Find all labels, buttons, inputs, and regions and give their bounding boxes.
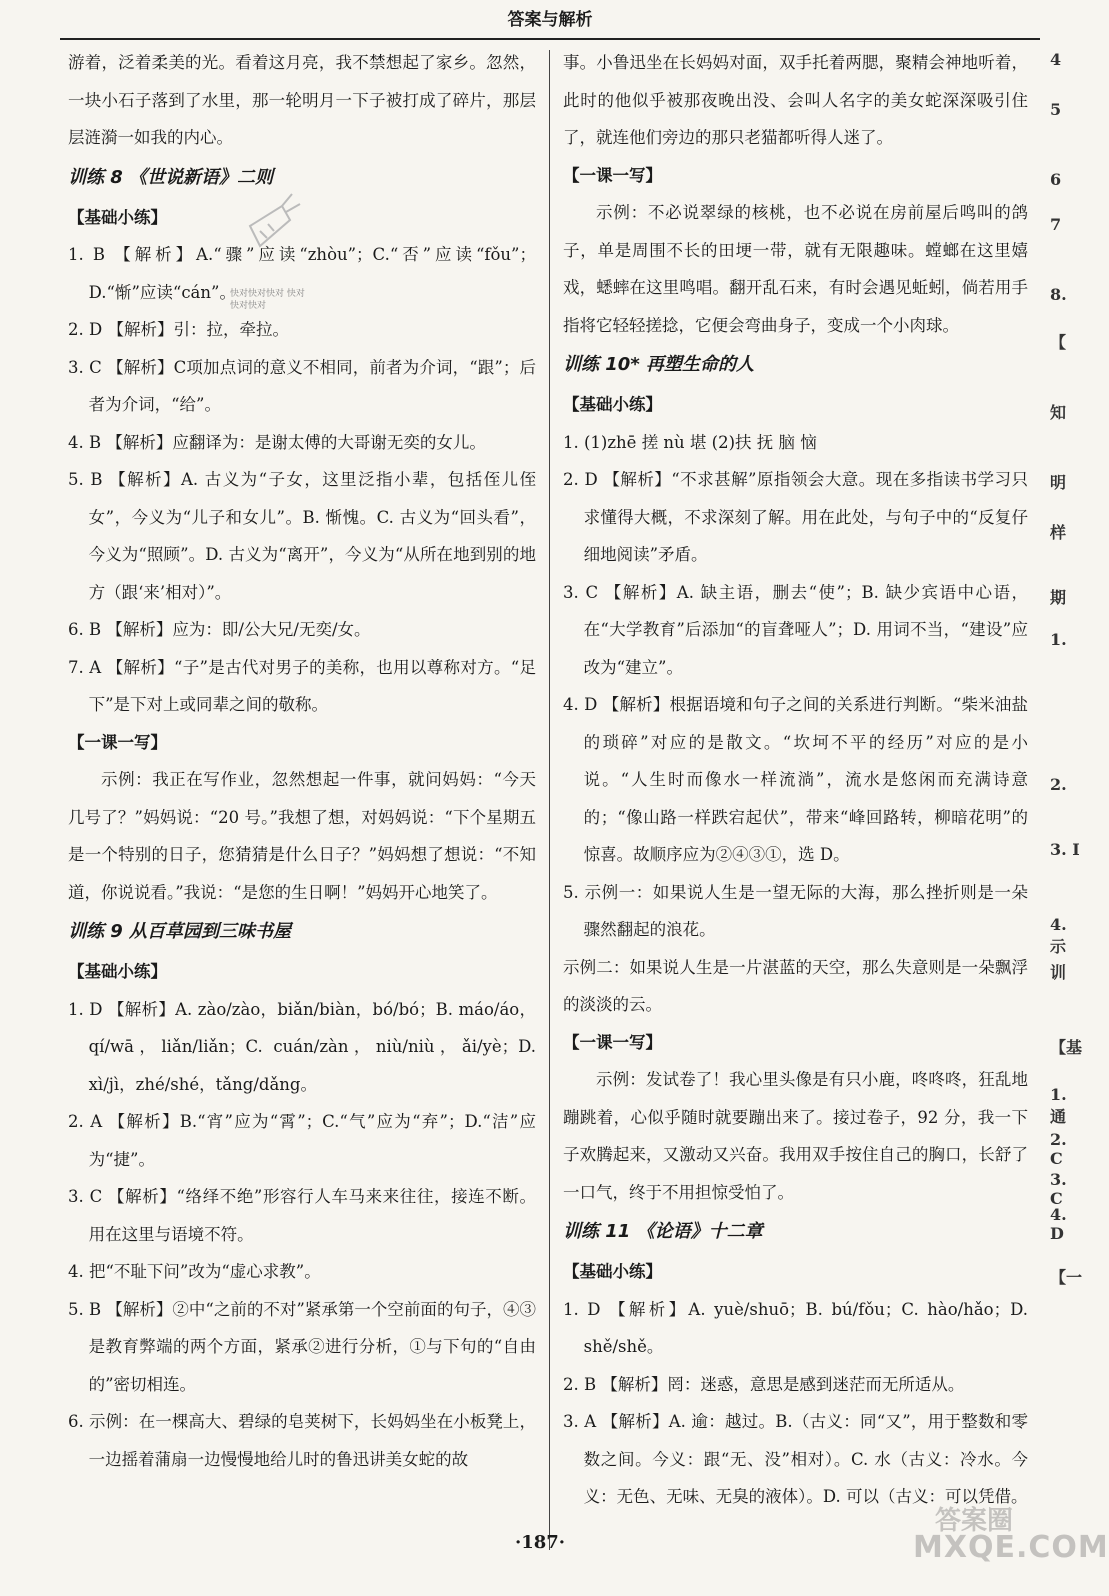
subsection-heading: 【一课一写】 (563, 165, 662, 185)
subsection-heading: 【一课一写】 (563, 1032, 662, 1052)
edge-fragment: 【一 (1050, 1268, 1083, 1287)
answer-item: 2. A 【解析】B.“宵”应为“霄”；C.“气”应为“弃”；D.“洁”应为“捷”。 (68, 1112, 536, 1169)
watermark-text: 快对快对快对 快对快对快对 (230, 289, 305, 311)
answer-item: 5. 示例一：如果说人生是一望无际的大海，那么挫折则是一朵骤然翻起的浪花。 (563, 882, 1028, 939)
edge-fragment: 7 (1050, 215, 1062, 234)
answer-item: 4. 把“不耻下问”改为“虚心求教”。 (68, 1262, 321, 1281)
paragraph: 示例二：如果说人生是一片湛蓝的天空，那么失意则是一朵飘浮的淡淡的云。 (563, 957, 1028, 1014)
answer-item: 2. D 【解析】引：拉，牵拉。 (68, 320, 289, 339)
section-heading: 训练 11 《论语》十二章 (563, 1221, 763, 1242)
section-heading: 训练 8 《世说新语》二则 (68, 166, 274, 188)
section-heading: 训练 9 从百草园到三味书屋 (68, 921, 292, 942)
page-header: 答案与解析 (507, 10, 593, 30)
answer-item: 5. B 【解析】②中“之前的不对”紧承第一个空前面的句子，④③是教育弊端的两个方面，紧承②进行分析，①与下句的“自由的”密切相连。 (68, 1299, 536, 1394)
edge-fragment: 4. D (1050, 1205, 1067, 1243)
answer-item: 3. C 【解析】“络绎不绝”形容行人车马来来往往，接连不断。用在这里与语境不符。 (68, 1187, 536, 1244)
answer-item: 5. B 【解析】A. 古义为“子女，这里泛指小辈，包括侄儿侄女”，今义为“儿子和女儿”。B. 惭愧。C. 古义为“回头看”，今义为“照顾”。D. 古义为“离开”，今义为“从所在地到别的地方（跟‘来’相对）”。 (68, 470, 536, 602)
answer-item: 1. D 【解析】A. zào/zào，biǎn/biàn，bó/bó；B. máo/áo，qí/wā，liǎn/liǎn；C. cuán/zàn，niù/niù，ǎi/yè；D. xì/jì，zhé/shé，tǎng/dǎng。 (68, 999, 536, 1094)
next-page-edge (1044, 0, 1083, 1596)
answer-item: 4. B 【解析】应翻译为：是谢太傅的大哥谢无奕的女儿。 (68, 432, 486, 452)
section-heading: 训练 10* 再塑生命的人 (563, 354, 754, 375)
edge-fragment: 3. C (1050, 1170, 1067, 1208)
answer-item: 7. A 【解析】“子”是古代对男子的美称，也用以尊称对方。“足下”是下对上或同辈之间的敬称。 (68, 657, 536, 714)
edge-fragment: 【 (1050, 333, 1067, 352)
answer-item: 6. 示例：在一棵高大、碧绿的皂荚树下，长妈妈坐在小板凳上，一边摇着蒲扇一边慢慢地给儿时的鲁迅讲美女蛇的故 (68, 1412, 536, 1469)
answer-item: 1. (1)zhē 搓 nù 堪 (2)扶 抚 脑 恼 (563, 432, 817, 452)
logo-text-top: 答案圈 (935, 1506, 1014, 1536)
right-column (563, 44, 1028, 1516)
subsection-heading: 【基础小练】 (68, 962, 167, 981)
edge-fragment: 明 (1050, 473, 1067, 492)
edge-fragment: 1. (1050, 630, 1067, 649)
answer-item: 2. D 【解析】“不求甚解”原指领会大意。现在多指读书学习只求懂得大概，不求深刻了解。用在此处，与句子中的“反复仔细地阅读”矛盾。 (563, 470, 1028, 564)
edge-fragment: 训 (1050, 963, 1067, 982)
paragraph: 游着，泛着柔美的光。看着这月亮，我不禁想起了家乡。忽然，一块小石子落到了水里，那一轮明月一下子被打成了碎片，那层层涟漪一如我的内心。 (68, 53, 536, 147)
paragraph: 示例：发试卷了！我心里头像是有只小鹿，咚咚咚，狂乱地蹦跳着，心似乎随时就要蹦出来了。接过卷子，92 分，我一下子欢腾起来，又激动又兴奋。我用双手按住自己的胸口，长舒了一口气，终于不用担惊受怕了。 (563, 1070, 1028, 1202)
page-number: ·187· (514, 1532, 566, 1553)
edge-fragment: 2. C (1050, 1130, 1067, 1168)
header-rule (60, 38, 1040, 40)
edge-fragment: 1. 通 (1050, 1085, 1067, 1126)
answer-item: 1. B 【解析】A.“骤”应读“zhòu”；C.“否”应读“fǒu”；D.“惭”应读“cán”。 (68, 245, 536, 302)
edge-fragment: 6 (1050, 170, 1062, 189)
site-logo (905, 1500, 1109, 1570)
edge-fragment: 2. (1050, 775, 1067, 794)
answer-item: 3. A 【解析】A. 逾：越过。B.（古义：同“又”，用于整数和零数之间。今义：跟“无、没”相对）。C. 水（古义：冷水。今义：无色、无味、无臭的液体）。D. 可以（古义：可以凭借。 (563, 1412, 1028, 1506)
paragraph: 示例：不必说翠绿的核桃，也不必说在房前屋后鸣叫的鸽子，单是周围不长的田埂一带，就有无限趣味。螳螂在这里嬉戏，蟋蟀在这里鸣唱。翻开乱石来，有时会遇见蚯蚓，倘若用手指将它轻轻搓捻，它便会弯曲身子，变成一个小肉球。 (563, 203, 1028, 335)
answer-item: 1. D 【解析】A. yuè/shuō；B. bú/fǒu；C. hào/hǎo；D. shě/shě。 (563, 1299, 1028, 1356)
paragraph: 事。小鲁迅坐在长妈妈对面，双手托着两腮，聚精会神地听着，此时的他似乎被那夜晚出没、会叫人名字的美女蛇深深吸引住了，就连他们旁边的那只老猫都听得人迷了。 (563, 53, 1028, 147)
edge-fragment: 知 (1050, 403, 1067, 422)
edge-fragment: 样 (1050, 523, 1067, 542)
subsection-heading: 【基础小练】 (68, 207, 167, 227)
edge-fragment: 8. (1050, 285, 1067, 304)
answer-item: 3. C 【解析】A. 缺主语，删去“使”；B. 缺少宾语中心语，在“大学教育”后添加“的盲聋哑人”；D. 用词不当，“建设”应改为“建立”。 (563, 582, 1028, 677)
answer-item: 2. B 【解析】罔：迷惑，意思是感到迷茫而无所适从。 (563, 1374, 965, 1394)
logo-text-bottom: MXQE.COM (913, 1530, 1109, 1565)
answer-item: 4. D 【解析】根据语境和句子之间的关系进行判断。“柴米油盐的琐碎”对应的是散文。“坎坷不平的经历”对应的是小说。“人生时而像水一样流淌”，流水是悠闲而充满诗意的；“像山路一样跌宕起伏”，带来“峰回路转，柳暗花明”的惊喜。故顺序应为②④③①，选 D。 (563, 695, 1028, 864)
column-divider (549, 50, 550, 1550)
edge-fragment: 4. 示 (1050, 915, 1067, 956)
edge-fragment: 4 (1050, 50, 1062, 69)
subsection-heading: 【一课一写】 (68, 732, 167, 752)
answer-item: 3. C 【解析】C项加点词的意义不相同，前者为介词，“跟”；后者为介词，“给”。 (68, 357, 536, 414)
subsection-heading: 【基础小练】 (563, 1262, 662, 1281)
edge-fragment: 期 (1050, 588, 1067, 607)
edge-fragment: 5 (1050, 100, 1062, 119)
paragraph: 示例：我正在写作业，忽然想起一件事，就问妈妈：“今天几号了？”妈妈说：“20 号。”我想了想，对妈妈说：“下个星期五是一个特别的日子，您猜猜是什么日子？”妈妈想了想说：“不知道，你说说看。”我说：“是您的生日啊！”妈妈开心地笑了。 (68, 770, 536, 902)
answer-item: 6. B 【解析】应为：即/公大兄/无奕/女。 (68, 620, 371, 639)
edge-fragment: 【基 (1050, 1038, 1083, 1057)
subsection-heading: 【基础小练】 (563, 395, 662, 414)
edge-fragment: 3. I (1050, 840, 1080, 859)
